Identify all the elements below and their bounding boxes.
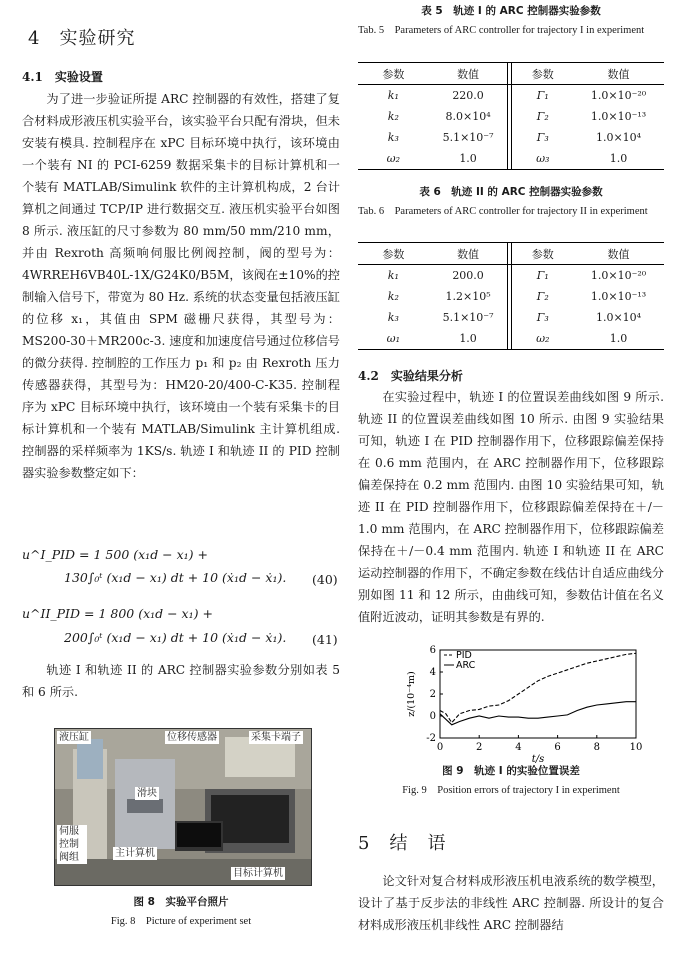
table-cell: 1.0×10⁻¹³ — [590, 110, 647, 123]
equation-41-line2: 200∫₀ᵗ (x₁d − x₁) dt + 10 (ẋ₁d − ẋ₁). — [64, 630, 287, 645]
table-header-cell: 数值 — [573, 63, 664, 85]
experiment-platform-photo — [54, 728, 312, 886]
table-cell: 5.1×10⁻⁷ — [442, 311, 494, 324]
x-tick-label: 4 — [515, 742, 522, 753]
y-axis-label: z/(10⁻⁴m) — [406, 671, 417, 717]
table-cell: Γ₁ — [536, 269, 549, 282]
table-row — [358, 286, 664, 307]
table-cell: 8.0×10⁴ — [445, 110, 491, 123]
table-cell: 1.0 — [609, 152, 628, 165]
x-tick-label: 10 — [629, 742, 643, 753]
table-header-cell: 参数 — [512, 63, 573, 85]
photo-label-host-computer: 主计算机 — [115, 848, 155, 859]
table-cell: ω₃ — [536, 152, 550, 165]
position-error-chart — [368, 642, 668, 765]
table-cell: Γ₁ — [536, 89, 549, 102]
table-5-title-en: Tab. 5 Parameters of ARC controller for trajectory I in experiment — [358, 25, 645, 36]
table-header-cell: 参数 — [512, 243, 573, 265]
results-analysis-text — [358, 386, 664, 628]
equation-41-line1: u^II_PID = 1 800 (x₁d − x₁) + — [22, 606, 213, 621]
x-tick-label: 2 — [476, 742, 483, 753]
table-cell: 1.0 — [459, 152, 477, 165]
section-4-heading: 4 实验研究 — [28, 28, 136, 49]
table-row — [358, 85, 664, 107]
y-tick-label: -2 — [426, 733, 436, 744]
table-cell: Γ₃ — [536, 311, 549, 324]
table-cell: ω₂ — [536, 332, 550, 345]
section-4-2-heading: 4.2 实验结果分析 — [358, 369, 463, 383]
equation-41-number: (41) — [312, 632, 338, 647]
y-tick-label: 4 — [429, 667, 436, 678]
legend-label: PID — [456, 650, 472, 661]
table-cell: 1.0×10⁴ — [595, 311, 642, 324]
table-5 — [358, 62, 664, 170]
table-cell: Γ₂ — [536, 110, 549, 123]
table-header-cell: 数值 — [573, 243, 664, 265]
y-tick-label: 2 — [429, 689, 436, 700]
figure-8-caption-cn: 图 8 实验平台照片 — [133, 896, 229, 908]
table-reference-text — [22, 659, 340, 703]
table-header-row — [358, 63, 664, 85]
experiment-setup-text — [22, 88, 340, 484]
table-cell: k₁ — [387, 269, 399, 282]
table-cell: 5.1×10⁻⁷ — [442, 131, 494, 144]
table-header-cell: 数值 — [429, 63, 508, 85]
table-row — [358, 148, 664, 170]
table-cell: k₂ — [387, 290, 399, 303]
figure-8-caption-en: Fig. 8 Picture of experiment set — [110, 916, 252, 927]
table-cell: 1.0×10⁻¹³ — [590, 290, 647, 303]
table-cell: k₃ — [387, 131, 399, 144]
x-axis-label: t/s — [531, 754, 545, 765]
table-cell: 1.0×10⁻²⁰ — [590, 89, 647, 102]
equation-40-line2: 130∫₀ᵗ (x₁d − x₁) dt + 10 (ẋ₁d − ẋ₁). — [64, 570, 287, 585]
table-cell: Γ₃ — [536, 131, 549, 144]
equation-40-line1: u^I_PID = 1 500 (x₁d − x₁) + — [22, 547, 209, 562]
figure-9-caption-cn: 图 9 轨迹 I 的实验位置误差 — [442, 765, 580, 777]
photo-label-target-computer: 目标计算机 — [233, 868, 283, 879]
photo-label-displacement-sensor: 位移传感器 — [167, 732, 217, 743]
legend-label: ARC — [456, 660, 476, 671]
table-row — [358, 127, 664, 148]
section-5-heading: 5 结 语 — [358, 833, 447, 854]
table-cell: 1.2×10⁵ — [445, 290, 491, 303]
table-6-title-cn: 表 6 轨迹 II 的 ARC 控制器实验参数 — [419, 186, 603, 198]
table-header-row — [358, 243, 664, 265]
results-paragraph: 在实验过程中，轨迹 I 的位置误差曲线如图 9 所示. 轨迹 II 的位置误差曲线如图 10 所示. 由图 9 实验结果可知，轨迹 I 在 PID 控制器作用下，位移跟踪偏差保持在 0.6 mm 范围内，在 ARC 控制器作用下，位移跟踪偏差保持在 0.2 mm 范围内. 由图 10 实验结果可知，轨迹 II 在 PID 控制器作用下，位移跟踪偏差保持在＋/－1.0 mm 范围内，在 ARC 控制器作用下，位移跟踪偏差保持在＋/－0.4 mm 范围内. 轨迹 I 和轨迹 II 在 ARC 运动控制器的作用下，不确定参数在线估计自适应曲线分别如图 11 和 12 所示，由曲线可知，参数估计值在名义值附近波动，证明其参数是有界的. — [358, 390, 664, 624]
table-cell: ω₁ — [386, 332, 401, 345]
table-row — [358, 328, 664, 350]
figure-9-caption-en: Fig. 9 Position errors of trajectory I in experiment — [402, 785, 620, 796]
table-header-cell: 数值 — [429, 243, 508, 265]
table-cell: k₁ — [387, 89, 399, 102]
setup-paragraph: 为了进一步验证所提 ARC 控制器的有效性，搭建了复合材料成形液压机实验平台，该实验平台只配有滑块，但未安装有模具. 控制程序在 xPC 目标环境中执行，该环境由一个装有 NI 的 PCI-6259 数据采集卡的目标计算机和一个装有 MATLAB/Simulink 软件的主计算机构成，2 台计算机之间通过 TCP/IP 进行数据交互. 液压机实验平台如图 8 所示. 液压缸的尺寸参数为 80 mm/50 mm/210 mm，并由 Rexroth 高频响伺服比例阀控制，阀的型号为：4WRREH6VB40L-1X/G24K0/B5M，该阀在±10%的控制输入信号下，带宽为 80 Hz. 系统的状态变量包括液压缸的位移 x₁，其值由 SPM 磁栅尺获得，其型号为：MS200-30＋MR200c-3. 速度和加速度信号通过位移信号的微分获得. 控制腔的工作压力 p₁ 和 p₂ 由 Rexroth 压力传感器获得，其型号为：HM20-20/400-C-K35. 控制程序为 xPC 目标环境中执行，该环境由一个装有采集卡的目标计算机和一个装有 MATLAB/Simulink 主计算机组成. 控制器的采样频率为 1KS/s. 轨迹 I 和轨迹 II 的 PID 控制器实验参数整定如下： — [22, 92, 340, 480]
y-tick-label: 6 — [429, 645, 436, 656]
table-ref-paragraph: 轨迹 I 和轨迹 II 的 ARC 控制器实验参数分别如表 5 和 6 所示. — [22, 663, 340, 699]
table-row — [358, 106, 664, 127]
photo-label-cylinder: 液压缸 — [59, 732, 89, 743]
table-5-title-cn: 表 5 轨迹 I 的 ARC 控制器实验参数 — [421, 5, 601, 17]
photo-illustration — [55, 729, 311, 885]
table-cell: 1.0 — [609, 332, 628, 345]
equation-40-number: (40) — [312, 572, 338, 587]
table-cell: 1.0 — [459, 332, 477, 345]
table-6 — [358, 242, 664, 350]
table-cell: 220.0 — [452, 89, 484, 102]
table-cell: Γ₂ — [536, 290, 549, 303]
table-row — [358, 307, 664, 328]
table-cell: 200.0 — [452, 269, 484, 282]
table-header-cell: 参数 — [358, 243, 429, 265]
table-cell: ω₂ — [386, 152, 401, 165]
conclusion-text — [358, 870, 664, 936]
section-4-1-heading: 4.1 实验设置 — [22, 70, 103, 84]
x-tick-label: 8 — [593, 742, 600, 753]
table-cell: 1.0×10⁴ — [595, 131, 642, 144]
table-cell: 1.0×10⁻²⁰ — [590, 269, 647, 282]
table-6-title-en: Tab. 6 Parameters of ARC controller for trajectory II in experiment — [358, 206, 648, 217]
x-tick-label: 0 — [436, 742, 444, 753]
y-tick-label: 0 — [429, 711, 436, 722]
table-cell: k₂ — [387, 110, 399, 123]
series-line-arc — [440, 702, 636, 725]
x-tick-label: 6 — [554, 742, 561, 753]
conclusion-paragraph: 论文针对复合材料成形液压机电液系统的数学模型，设计了基于反步法的非线性 ARC 控制器. 所设计的复合材料成形液压机非线性 ARC 控制器结 — [358, 874, 664, 932]
table-header-cell: 参数 — [358, 63, 429, 85]
table-cell: k₃ — [387, 311, 399, 324]
photo-label-servo-valve: 伺服控制阀组 — [57, 825, 87, 864]
photo-label-daq-terminal: 采集卡端子 — [251, 732, 301, 743]
table-row — [358, 265, 664, 287]
photo-label-slider: 滑块 — [137, 788, 157, 799]
